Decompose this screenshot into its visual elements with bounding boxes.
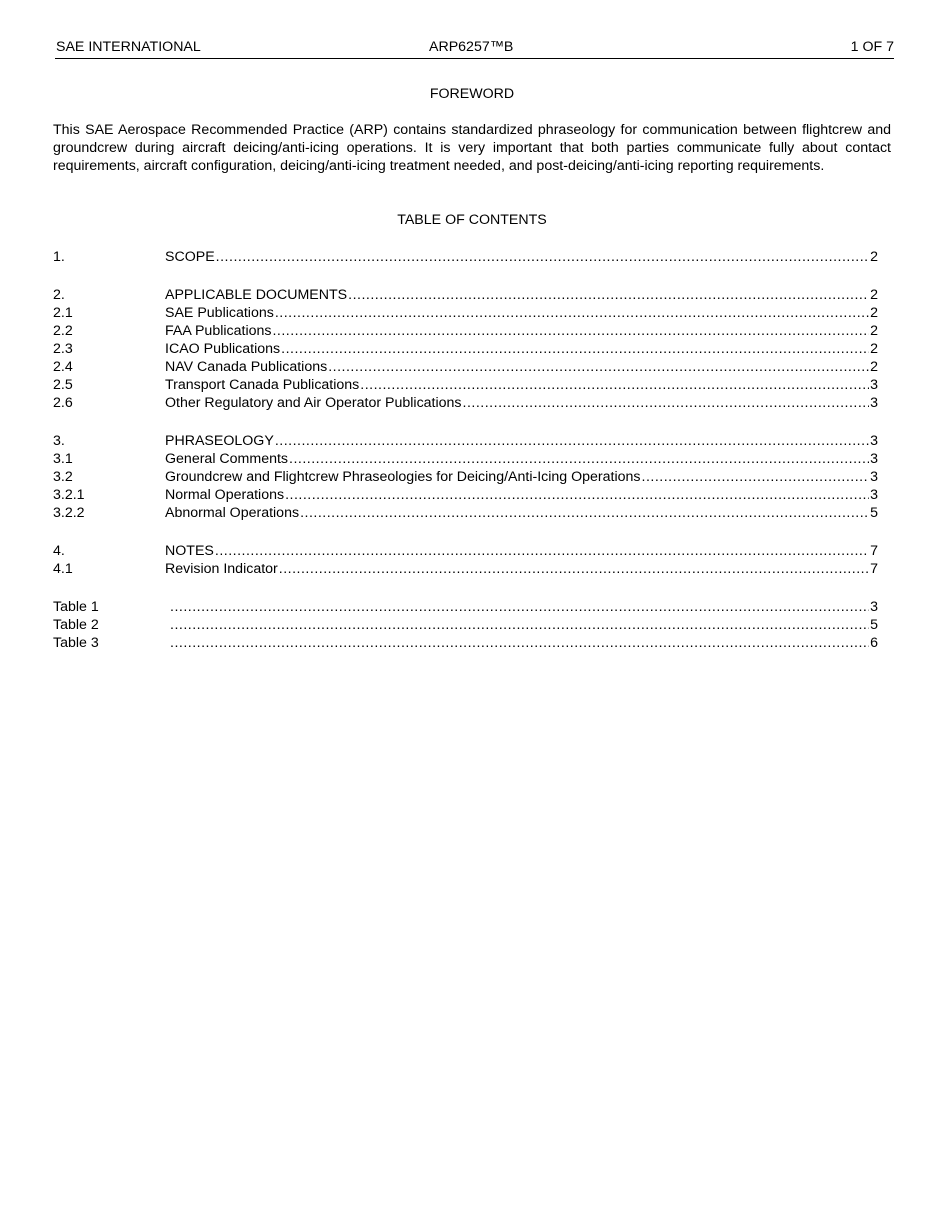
toc-entry-title: SCOPE [165,249,215,265]
toc-entry-title: General Comments [165,451,289,467]
toc-entry[interactable] [53,542,878,560]
toc-entry[interactable] [53,560,878,578]
toc-entry-page: 5 [870,617,878,633]
toc-entry[interactable] [53,286,878,304]
toc-entry-title: FAA Publications [165,323,272,339]
foreword-paragraph: This SAE Aerospace Recommended Practice (ARP) contains standardized phraseology for communication between flightcrew and groundcrew during aircraft deicing/anti-icing operations. It is very important that both parties communicate fully about contact requirements, aircraft configuration, deicing/anti-icing treatment needed, and post-deicing/anti-icing reporting requirements. [53,122,891,174]
toc-entry-page: 2 [870,323,878,339]
toc-leader-dots [289,450,869,468]
toc-leader-dots [348,286,869,304]
toc-entry[interactable] [53,504,878,522]
toc-entry-page: 6 [870,635,878,651]
toc-entry-number: 4. [53,543,65,559]
table-of-contents [53,248,878,652]
toc-table-entry[interactable] [53,616,878,634]
toc-leader-dots [170,634,869,652]
toc-entry-number: 2.3 [53,341,73,357]
toc-entry-page: 2 [870,287,878,303]
toc-entry-title: Normal Operations [165,487,285,503]
toc-entry-title: ICAO Publications [165,341,281,357]
toc-entry-number: 3.2 [53,469,73,485]
toc-entry-number: 3.2.2 [53,505,85,521]
toc-table-label: Table 3 [53,635,99,651]
toc-entry[interactable] [53,450,878,468]
toc-entry-number: 3.1 [53,451,73,467]
toc-entry-page: 5 [870,505,878,521]
toc-entry-page: 3 [870,377,878,393]
toc-heading: TABLE OF CONTENTS [397,212,547,228]
toc-entry-page: 3 [870,451,878,467]
toc-leader-dots [300,504,869,522]
toc-entry-page: 7 [870,561,878,577]
toc-entry-number: 1. [53,249,65,265]
toc-table-entry[interactable] [53,634,878,652]
toc-entry[interactable] [53,376,878,394]
toc-entry-title: APPLICABLE DOCUMENTS [165,287,348,303]
toc-entry-page: 2 [870,359,878,375]
toc-entry-number: 2.1 [53,305,73,321]
toc-table-label: Table 2 [53,617,99,633]
toc-entry-page: 3 [870,599,878,615]
toc-entry-title: Transport Canada Publications [165,377,360,393]
toc-entry-title: PHRASEOLOGY [165,433,274,449]
toc-entry-page: 2 [870,249,878,265]
toc-entry-page: 2 [870,341,878,357]
toc-leader-dots [360,376,869,394]
toc-entry-page: 3 [870,395,878,411]
toc-entry[interactable] [53,340,878,358]
toc-entry-page: 2 [870,305,878,321]
toc-leader-dots [463,394,870,412]
toc-entry-number: 2.2 [53,323,73,339]
toc-entry-title: Revision Indicator [165,561,278,577]
header-document-number: ARP6257™B [429,39,514,55]
toc-leader-dots [170,616,869,634]
toc-entry-number: 2.5 [53,377,73,393]
toc-entry-number: 2.4 [53,359,73,375]
toc-entry[interactable] [53,322,878,340]
toc-leader-dots [642,468,870,486]
toc-entry[interactable] [53,394,878,412]
toc-table-entry[interactable] [53,598,878,616]
toc-leader-dots [216,248,869,266]
toc-entry-title: Abnormal Operations [165,505,300,521]
toc-entry[interactable] [53,432,878,450]
toc-entry-number: 4.1 [53,561,73,577]
toc-entry-title: NAV Canada Publications [165,359,328,375]
header-organization: SAE INTERNATIONAL [56,39,201,55]
toc-leader-dots [285,486,869,504]
toc-entry-number: 2. [53,287,65,303]
toc-entry-number: 2.6 [53,395,73,411]
toc-entry[interactable] [53,468,878,486]
toc-entry-title: NOTES [165,543,214,559]
toc-leader-dots [328,358,869,376]
toc-leader-dots [215,542,869,560]
foreword-heading: FOREWORD [429,86,515,102]
toc-entry-title: Other Regulatory and Air Operator Publications [165,395,462,411]
toc-leader-dots [272,322,869,340]
page-header [55,38,894,59]
toc-leader-dots [275,304,869,322]
toc-entry[interactable] [53,358,878,376]
toc-leader-dots [275,432,869,450]
toc-entry-title: SAE Publications [165,305,274,321]
toc-table-label: Table 1 [53,599,99,615]
toc-entry[interactable] [53,304,878,322]
toc-entry-number: 3.2.1 [53,487,85,503]
toc-entry[interactable] [53,248,878,266]
toc-entry-number: 3. [53,433,65,449]
toc-leader-dots [281,340,869,358]
toc-leader-dots [170,598,869,616]
toc-leader-dots [279,560,869,578]
toc-entry-page: 3 [870,433,878,449]
toc-entry-page: 7 [870,543,878,559]
toc-entry-title: Groundcrew and Flightcrew Phraseologies for Deicing/Anti-Icing Operations [165,469,641,485]
toc-entry[interactable] [53,486,878,504]
toc-entry-page: 3 [870,469,878,485]
toc-entry-page: 3 [870,487,878,503]
header-page-number: 1 OF 7 [850,39,894,55]
